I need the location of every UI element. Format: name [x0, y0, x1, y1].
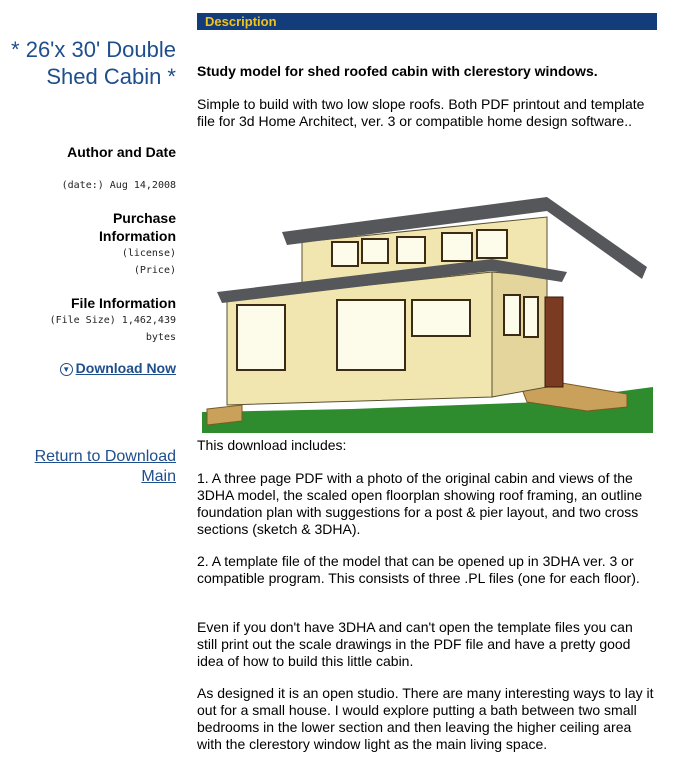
file-size-value: (File Size) 1,462,439	[49, 315, 176, 326]
cabin-model-image	[202, 197, 653, 433]
bytes-label: bytes	[145, 332, 176, 343]
deck-left	[207, 405, 242, 425]
download-now-label[interactable]: Download Now	[75, 360, 176, 376]
download-arrow-icon: ▼	[60, 363, 73, 376]
license-value: (license)	[121, 248, 176, 259]
return-to-download-main-link[interactable]: Return to Download Main	[34, 448, 176, 485]
paragraph-no-3dha: Even if you don't have 3DHA and can't open the template files you can still print out the scale drawings in the PDF file and have a pretty good idea of how to build this little cabin.	[197, 619, 633, 669]
price-value: (Price)	[133, 265, 176, 276]
paragraph-layout-ideas: As designed it is an open studio. There are many interesting ways to lay it out for a small house. I would explore putting a bath between two small bedrooms in the lower section and then leaving the higher ceiling area with the clerestory window light as the main living space.	[197, 685, 654, 752]
date-value: (date:) Aug 14,2008	[61, 180, 176, 191]
purchase-info-heading: Purchase Information	[99, 210, 176, 244]
description-header: Description	[197, 13, 657, 30]
include-item-2: 2. A template file of the model that can be opened up in 3DHA ver. 3 or compatible program. This consists of three .PL files (one for each floor).	[197, 553, 640, 586]
page-title: * 26'x 30' Double Shed Cabin *	[11, 37, 176, 89]
download-now-link[interactable]	[60, 360, 176, 376]
include-item-1: 1. A three page PDF with a photo of the original cabin and views of the 3DHA model, the scaled open floorplan showing roof framing, an outline foundation plan with suggestions for a post & pier layout, and two cross sections (sketch & 3DHA).	[197, 470, 643, 537]
intro-paragraph: Simple to build with two low slope roofs. Both PDF printout and template file for 3d Home Architect, ver. 3 or compatible home design software..	[197, 96, 645, 129]
door	[545, 297, 563, 387]
includes-heading: This download includes:	[197, 437, 347, 453]
author-date-heading: Author and Date	[67, 144, 176, 160]
file-info-heading: File Information	[71, 295, 176, 311]
lead-text: Study model for shed roofed cabin with clerestory windows.	[197, 63, 598, 79]
